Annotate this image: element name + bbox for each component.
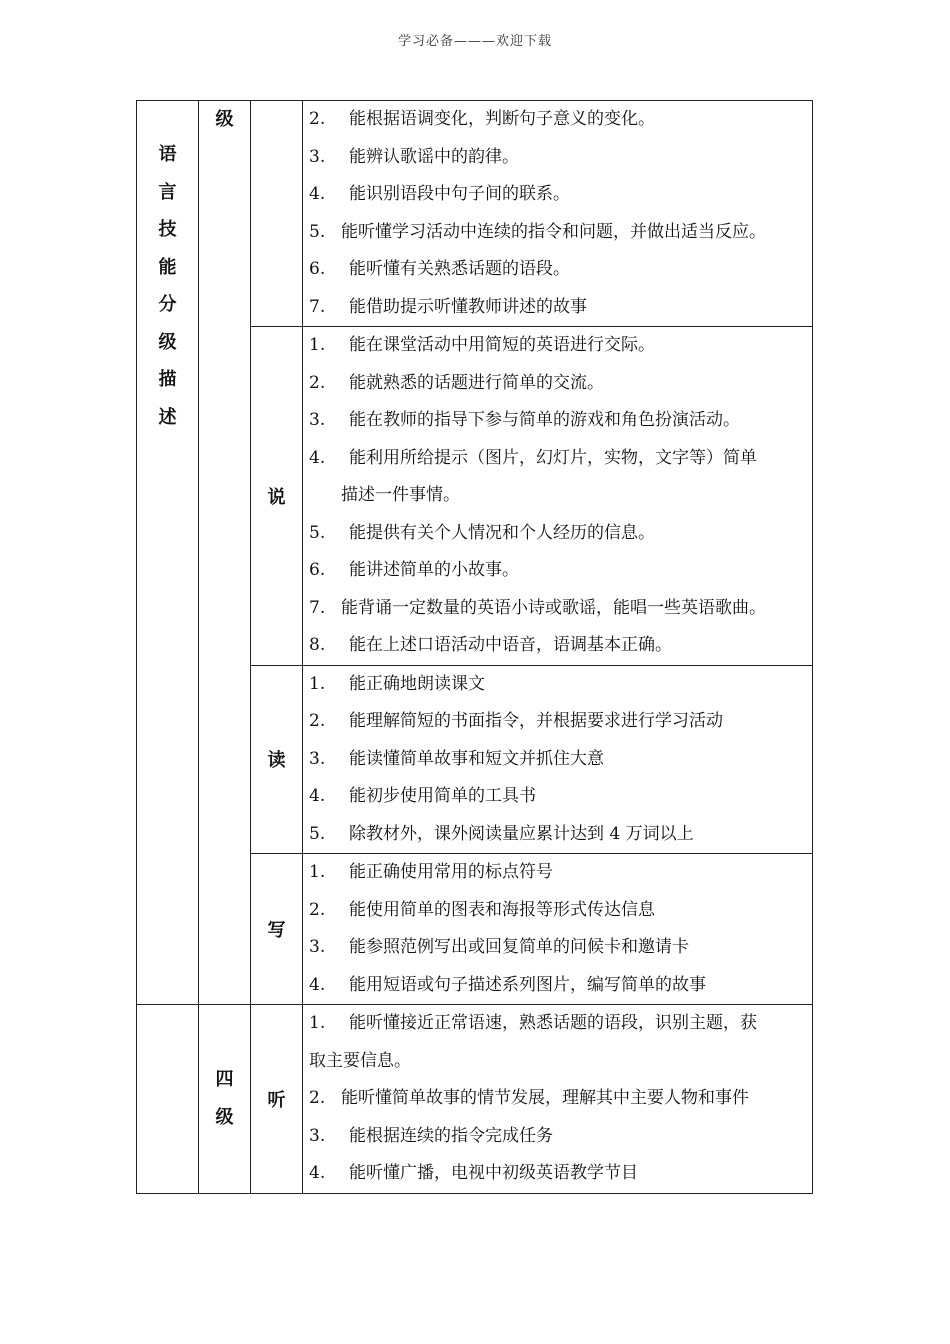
- list-item: 1. 能正确使用常用的标点符号: [309, 862, 553, 882]
- list-item: 3. 能根据连续的指令完成任务: [309, 1125, 553, 1146]
- list-item: 4. 能识别语段中句子间的联系。: [309, 184, 570, 204]
- writing-items: [303, 854, 813, 1005]
- level-four-listening-items: [303, 1005, 813, 1194]
- list-item: 4. 能听懂广播，电视中初级英语教学节目: [309, 1163, 638, 1183]
- list-item: 8. 能在上述口语活动中语音，语调基本正确。: [309, 635, 672, 655]
- list-item: 4. 能利用所给提示（图片，幻灯片，实物，文字等）简单: [309, 447, 757, 468]
- list-item: 3. 能在教师的指导下参与简单的游戏和角色扮演活动。: [309, 410, 740, 430]
- list-item: 2. 能理解简短的书面指令，并根据要求进行学习活动: [309, 711, 723, 731]
- list-item: 5. 能听懂学习活动中连续的指令和问题，并做出适当反应。: [309, 221, 766, 242]
- page-header: 学习必备———欢迎下载: [397, 34, 552, 49]
- list-item: 4. 能用短语或句子描述系列图片，编写简单的故事: [309, 974, 706, 995]
- list-item: 1. 能在课堂活动中用简短的英语进行交际。: [309, 335, 655, 355]
- speaking-items: [303, 327, 813, 666]
- list-item: 2. 能听懂简单故事的情节发展，理解其中主要人物和事件: [309, 1088, 749, 1108]
- list-item: 6. 能听懂有关熟悉话题的语段。: [309, 259, 570, 279]
- skill-listening-label: 听: [251, 1005, 303, 1194]
- list-item: 3. 能辨认歌谣中的韵律。: [309, 146, 519, 167]
- list-item: 3. 能参照范例写出或回复简单的问候卡和邀请卡: [309, 937, 689, 957]
- skill-writing-label: 写: [251, 854, 303, 1005]
- listening-items: [303, 101, 813, 327]
- list-item: 1. 能正确地朗读课文: [309, 673, 485, 694]
- reading-items: [303, 665, 813, 854]
- skill-empty-cell: [251, 101, 303, 327]
- skills-table: [136, 100, 813, 1194]
- skill-reading-label: 读: [251, 665, 303, 854]
- skill-speaking-label: 说: [251, 327, 303, 666]
- level-label: 级: [199, 101, 251, 1005]
- list-item: 5. 除教材外，课外阅读量应累计达到 4 万词以上: [309, 823, 694, 844]
- empty-left-cell: [137, 1005, 199, 1194]
- list-item: 3. 能读懂简单故事和短文并抓住大意: [309, 748, 604, 769]
- list-item: 6. 能讲述简单的小故事。: [309, 560, 519, 580]
- list-item: 2. 能就熟悉的话题进行简单的交流。: [309, 372, 604, 393]
- list-item: 2. 能根据语调变化，判断句子意义的变化。: [309, 109, 655, 129]
- language-skills-label: 语 言 技 能 分 级 描 述: [137, 101, 199, 1005]
- list-item-continuation: 取主要信息。: [309, 1050, 411, 1071]
- list-item: 7. 能背诵一定数量的英语小诗或歌谣，能唱一些英语歌曲。: [309, 597, 766, 618]
- list-item: 5. 能提供有关个人情况和个人经历的信息。: [309, 522, 655, 543]
- list-item: 1. 能听懂接近正常语速，熟悉话题的语段，识别主题，获: [309, 1013, 757, 1033]
- level-four-label: 四 级: [199, 1005, 251, 1194]
- list-item: 2. 能使用简单的图表和海报等形式传达信息: [309, 899, 655, 920]
- list-item: 4. 能初步使用简单的工具书: [309, 786, 536, 806]
- list-item: 7. 能借助提示听懂教师讲述的故事: [309, 296, 587, 317]
- list-item-continuation: 描述一件事情。: [341, 485, 460, 505]
